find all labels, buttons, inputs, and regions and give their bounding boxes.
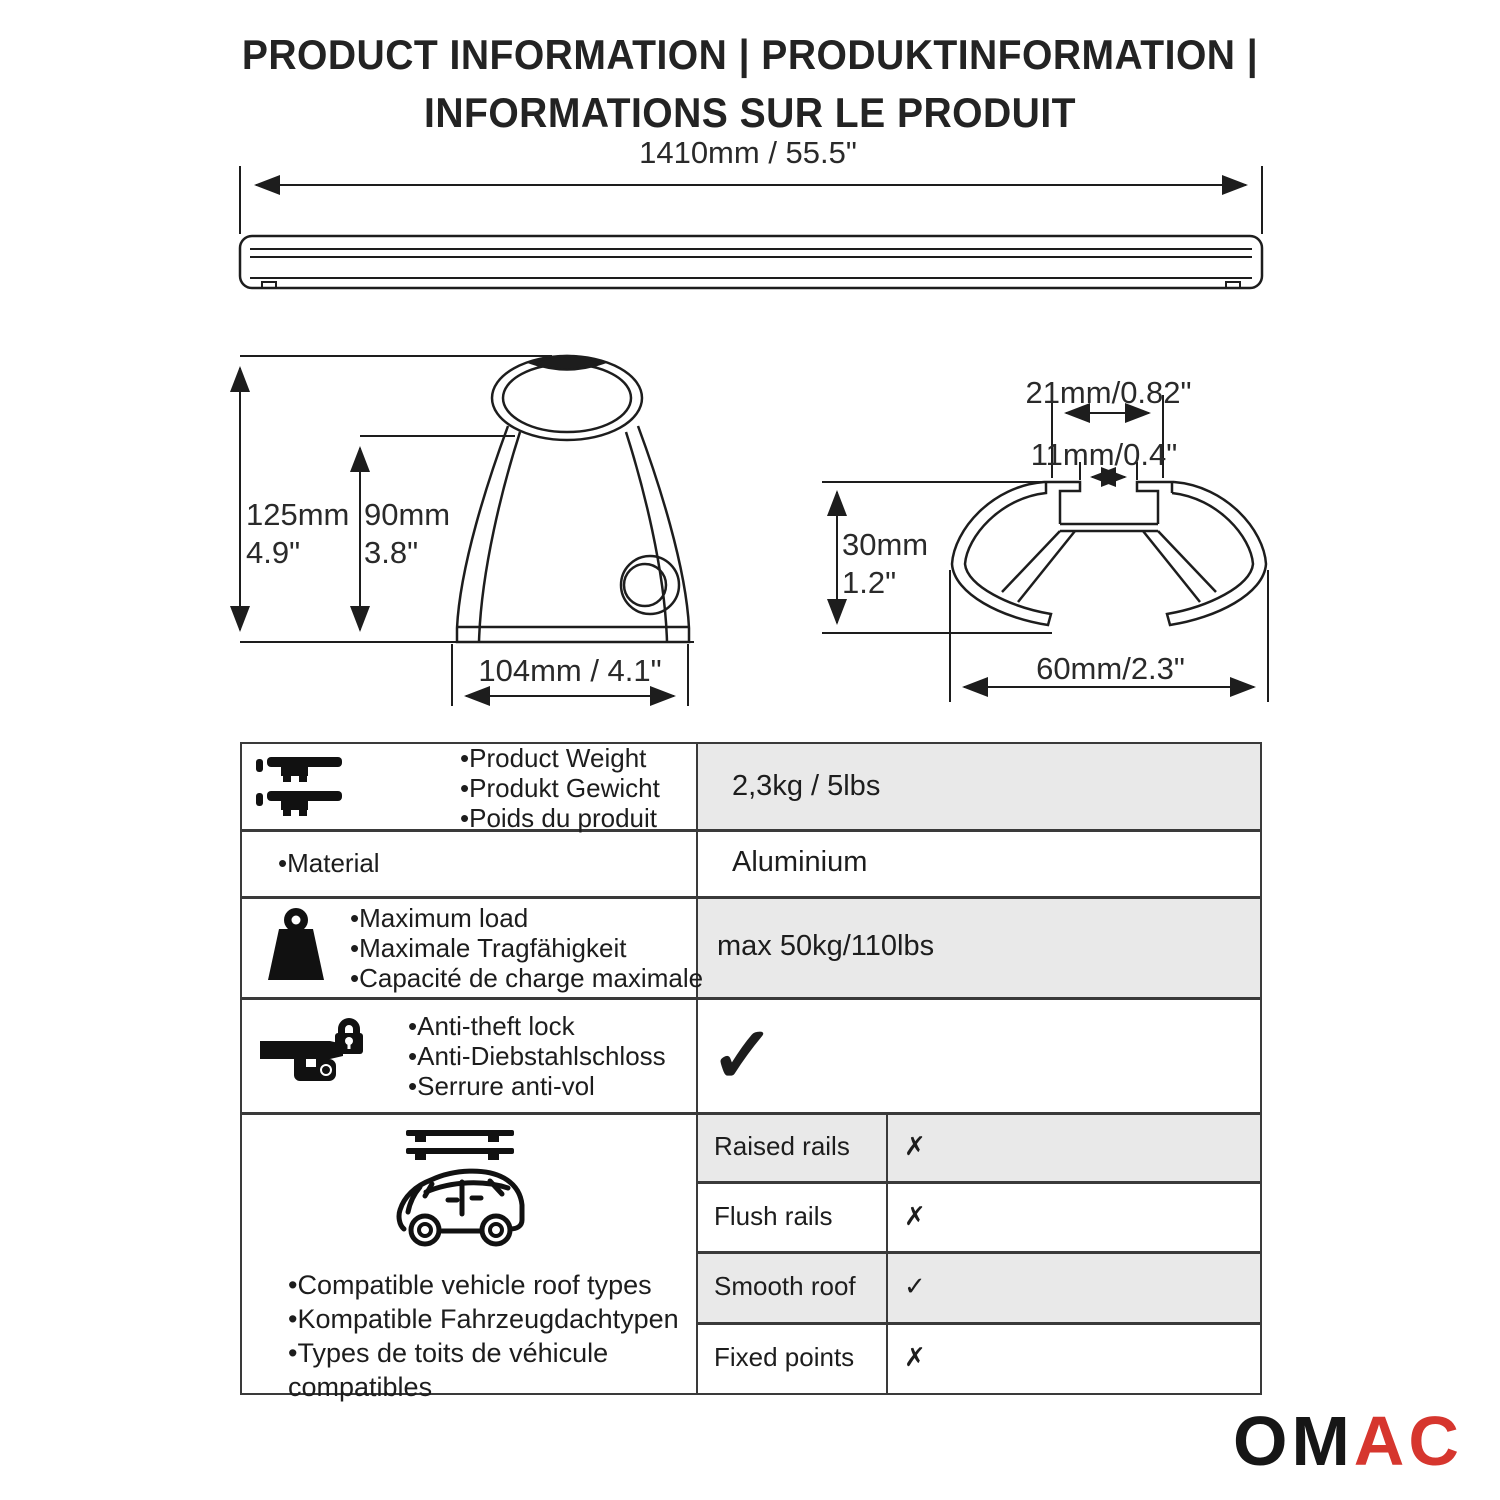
spec-table (240, 742, 1262, 1402)
row3-labels (350, 902, 703, 994)
car-roof-icon (392, 1130, 528, 1258)
sub-row-flush-rails: Flush rails (714, 1200, 833, 1231)
profile-outer-label: 21mm/0.82" (1025, 375, 1192, 410)
profile-height-mm: 30mm (842, 527, 929, 562)
page-title-line2: INFORMATIONS SUR LE PRODUIT (424, 89, 1076, 136)
technical-drawings (0, 130, 1500, 720)
row4-label-en: •Anti-theft lock (408, 1011, 575, 1041)
raised-rails-mark: ✗ (904, 1131, 926, 1161)
foot-height-mm: 125mm (246, 497, 350, 532)
fixed-points-mark: ✗ (904, 1342, 926, 1372)
row4-label-fr: •Serrure anti-vol (408, 1071, 595, 1101)
row5-label-de: •Kompatible Fahrzeugdachtypen (288, 1304, 679, 1334)
roof-rack-bars-icon (256, 754, 342, 820)
sub-row-raised-rails: Raised rails (714, 1131, 850, 1161)
sub-row-smooth-roof: Smooth roof (714, 1271, 856, 1301)
row5-label-fr2: compatibles (288, 1372, 433, 1402)
row3-label-fr: •Capacité de charge maximale (350, 963, 704, 993)
sub-row-fixed-points: Fixed points (714, 1342, 855, 1372)
foot-inner-in: 3.8" (364, 535, 419, 570)
foot-inner-mm: 90mm (364, 497, 451, 532)
profile-height-in: 1.2" (842, 565, 897, 600)
row4-checkmark: ✓ (710, 1010, 776, 1099)
page-title-line1: PRODUCT INFORMATION | PRODUKTINFORMATION | (241, 31, 1259, 78)
profile-height-label (842, 526, 928, 602)
row5-label-fr1: •Types de toits de véhicule (288, 1338, 609, 1368)
sub-column-divider (886, 1112, 888, 1393)
row5-labels (288, 1268, 679, 1404)
row3-label-en: •Maximum load (350, 903, 529, 933)
row4-label-de: •Anti-Diebstahlschloss (408, 1041, 666, 1071)
row3-value: max 50kg/110lbs (717, 930, 935, 962)
brand-logo-red: AC (1353, 1402, 1463, 1480)
row1-labels (460, 743, 660, 833)
crossbar-top-view (240, 166, 1262, 288)
anti-theft-lock-icon (258, 1014, 364, 1088)
foot-height-in: 4.9" (246, 535, 301, 570)
row4-labels (408, 1010, 666, 1102)
column-divider (696, 744, 698, 1393)
foot-height-label (246, 496, 349, 572)
row1-label-fr: •Poids du produit (460, 803, 658, 833)
profile-width-label: 60mm/2.3" (1036, 651, 1185, 686)
row1-label-en: •Product Weight (460, 743, 647, 773)
weight-icon (266, 908, 324, 982)
profile-slot-label: 11mm/0.4" (1030, 437, 1178, 472)
foot-width-label: 104mm / 4.1" (478, 653, 662, 688)
row3-label-de: •Maximale Tragfähigkeit (350, 933, 627, 963)
bar-length-label: 1410mm / 55.5" (639, 135, 857, 170)
flush-rails-mark: ✗ (904, 1200, 926, 1231)
smooth-roof-mark: ✓ (904, 1271, 926, 1301)
brand-logo (1233, 1402, 1463, 1480)
row1-label-de: •Produkt Gewicht (460, 773, 660, 803)
row5-label-en: •Compatible vehicle roof types (288, 1270, 652, 1300)
page-title (53, 26, 1448, 142)
brand-logo-black: OM (1233, 1402, 1354, 1480)
row2-label: •Material (278, 847, 380, 878)
foot-inner-height-label (364, 496, 450, 572)
row1-value: 2,3kg / 5lbs (732, 770, 881, 802)
row2-value: Aluminium (732, 846, 868, 878)
